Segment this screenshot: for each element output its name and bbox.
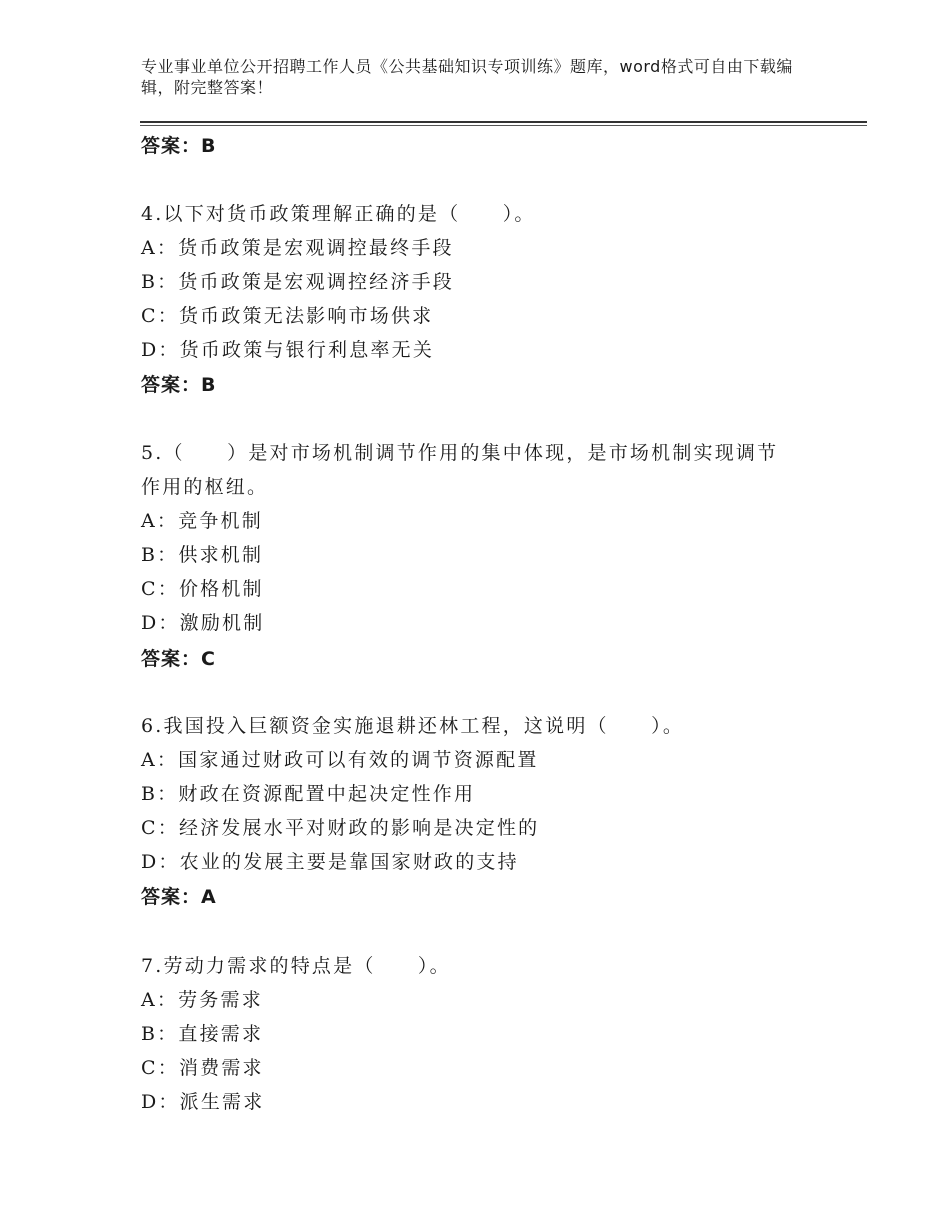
answer-q3: 答案：B [141, 135, 217, 157]
question-6-option-b: B：财政在资源配置中起决定性作用 [141, 783, 476, 805]
answer-q4: 答案：B [141, 374, 217, 396]
document-header: 专业事业单位公开招聘工作人员《公共基础知识专项训练》题库，word格式可自由下载编辑，附完整答案！ [141, 57, 793, 97]
question-5-option-a: A：竞争机制 [141, 510, 263, 532]
question-6-stem: 6.我国投入巨额资金实施退耕还林工程，这说明（ ）。 [141, 715, 685, 737]
question-7-option-d: D：派生需求 [141, 1091, 265, 1113]
question-4-option-c: C：货币政策无法影响市场供求 [141, 305, 434, 327]
question-7-stem: 7.劳动力需求的特点是（ ）。 [141, 955, 451, 977]
answer-q5: 答案：C [141, 648, 216, 670]
answer-q6: 答案：A [141, 886, 217, 908]
question-5-stem-line-1: 5.（ ）是对市场机制调节作用的集中体现，是市场机制实现调节 [141, 442, 779, 464]
question-4-option-b: B：货币政策是宏观调控经济手段 [141, 271, 454, 293]
question-6-option-a: A：国家通过财政可以有效的调节资源配置 [141, 749, 539, 771]
question-5-option-c: C：价格机制 [141, 578, 264, 600]
question-6-option-d: D：农业的发展主要是靠国家财政的支持 [141, 851, 519, 873]
question-4-stem: 4.以下对货币政策理解正确的是（ ）。 [141, 203, 536, 225]
header-divider-thin [140, 125, 867, 126]
question-5-option-b: B：供求机制 [141, 544, 264, 566]
header-divider-thick [140, 121, 867, 123]
question-7-option-c: C：消费需求 [141, 1057, 264, 1079]
question-5-option-d: D：激励机制 [141, 612, 265, 634]
question-6-option-c: C：经济发展水平对财政的影响是决定性的 [141, 817, 540, 839]
question-5-stem-line-2: 作用的枢纽。 [141, 476, 269, 498]
question-4-option-d: D：货币政策与银行利息率无关 [141, 339, 435, 361]
question-7-option-b: B：直接需求 [141, 1023, 264, 1045]
question-4-option-a: A：货币政策是宏观调控最终手段 [141, 237, 454, 259]
question-7-option-a: A：劳务需求 [141, 989, 263, 1011]
